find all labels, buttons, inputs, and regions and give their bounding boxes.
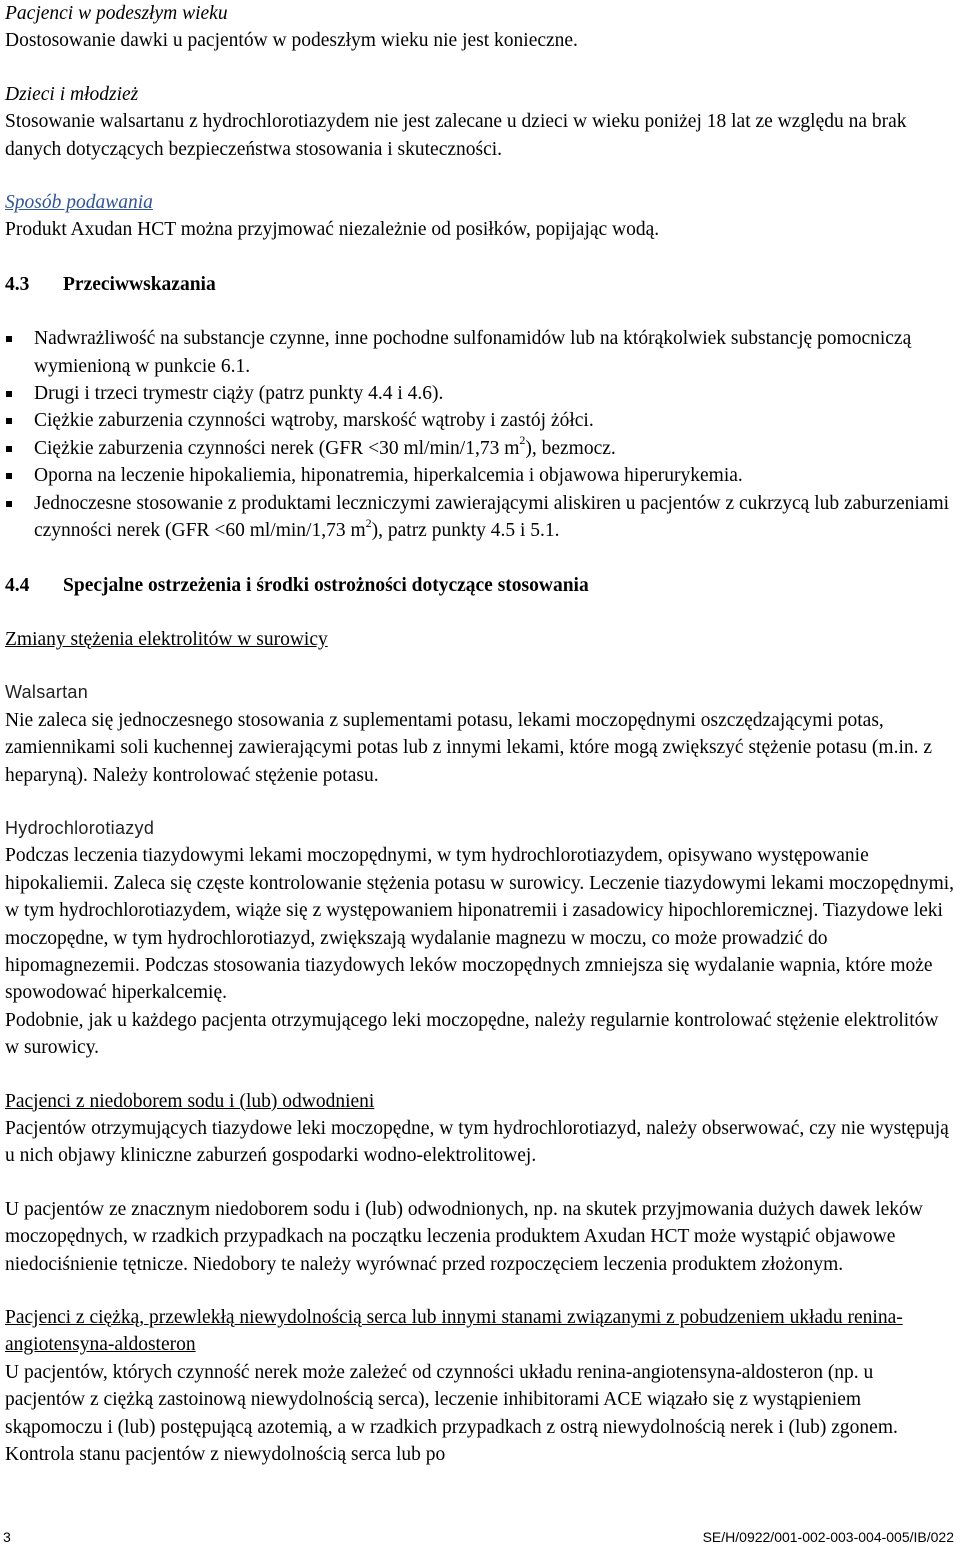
administration-text: Produkt Axudan HCT można przyjmować niezależnie od posiłków, popijając wodą. <box>5 219 660 241</box>
square-bullet-icon <box>6 336 12 342</box>
document-reference: SE/H/0922/001-002-003-004-005/IB/022 <box>702 1529 954 1545</box>
administration-heading: Sposób podawania <box>5 192 153 214</box>
section-43-heading <box>5 271 955 298</box>
hctz-text-2: Podobnie, jak u każdego pacjenta otrzymującego leki moczopędne, należy regularnie kontrolować stężenie elektrolitów w surowicy. <box>5 1009 939 1059</box>
section-number: 4.3 <box>5 273 30 295</box>
section-title: Specjalne ostrzeżenia i środki ostrożności dotyczące stosowania <box>63 574 589 596</box>
elderly-heading: Pacjenci w podeszłym wieku <box>5 3 228 24</box>
sodium-heading: Pacjenci z niedoborem sodu i (lub) odwodnieni <box>5 1090 375 1112</box>
elderly-text: Dostosowanie dawki u pacjentów w podeszłym wieku nie jest konieczne. <box>5 30 578 52</box>
children-heading: Dzieci i młodzież <box>5 83 139 105</box>
list-item: Drugi i trzeci trymestr ciąży (patrz punkty 4.4 i 4.6). <box>5 380 955 407</box>
contraindications-list <box>5 325 955 544</box>
list-item: Ciężkie zaburzenia czynności wątroby, marskość wątroby i zastój żółci. <box>5 407 955 434</box>
sodium-text-2: U pacjentów ze znacznym niedoborem sodu i (lub) odwodnionych, np. na skutek przyjmowania dużych dawek leków moczopędnych, w rzadkich przypadkach na początku leczenia produktem Axudan HCT może wystąpić objawowe niedociśnienie tętnicze. Niedobory te należy wyrównać przed rozpoczęciem leczenia produktem złożonym. <box>5 1198 923 1275</box>
page-number: 3 <box>3 1529 11 1545</box>
sodium-text: Pacjentów otrzymujących tiazydowe leki moczopędne, w tym hydrochlorotiazyd, należy obserwować, czy nie występują u nich objawy kliniczne zaburzeń gospodarki wodno-elektrolitowej. <box>5 1118 949 1167</box>
square-bullet-icon <box>6 473 12 479</box>
square-bullet-icon <box>6 501 12 507</box>
list-item: Jednoczesne stosowanie z produktami leczniczymi zawierającymi aliskiren u pacjentów z cukrzycą lub zaburzeniami czynności nerek (GFR <60 ml/min/1,73 $m^2$), patrz punkty 4.5 i 5.1. <box>5 490 955 545</box>
hctz-text: Podczas leczenia tiazydowymi lekami moczopędnymi, w tym hydrochlorotiazydem, opisywano występowanie hipokaliemii. Zaleca się częste kontrolowanie stężenia potasu w surowicy. Leczenie tiazydowymi lekami moczopędnymi, w tym hydrochlorotiazydem, wiąże się z występowaniem hiponatremii i zasadowicy hipochloremicznej. Tiazydowe leki moczopędne, w tym hydrochlorotiazyd, zwiększają wydalanie magnezu w moczu, co może prowadzić do hipomagnezemii. Podczas stosowania tiazydowych leków moczopędnych zmniejsza się wydalanie wapnia, które może spowodować hiperkalcemię. <box>5 845 955 1004</box>
walsartan-text: Nie zaleca się jednoczesnego stosowania z suplementami potasu, lekami moczopędnymi oszczędzającymi potas, zamiennikami soli kuchennej zawierającymi potas lub z innymi lekami, które mogą zwiększyć stężenie potasu (m.in. z heparyną). Należy kontrolować stężenie potasu. <box>5 709 933 786</box>
walsartan-heading: Walsartan <box>5 682 89 703</box>
section-title: Przeciwwskazania <box>63 273 216 295</box>
list-item: Ciężkie zaburzenia czynności nerek (GFR <30 ml/min/1,73 $m^2$), bezmocz. <box>5 435 955 462</box>
children-text: Stosowanie walsartanu z hydrochlorotiazydem nie jest zalecane u dzieci w wieku poniżej 18 lat ze względu na brak danych dotyczących bezpieczeństwa stosowania i skuteczności. <box>5 111 907 160</box>
heart-failure-heading: Pacjenci z ciężką, przewlekłą niewydolnością serca lub innymi stanami związanymi z pobudzeniem układu renina-angiotensyna-aldosteron <box>5 1307 903 1356</box>
heart-failure-text: U pacjentów, których czynność nerek może zależeć od czynności układu renina-angiotensyna-aldosteron (np. u pacjentów z ciężką zastoinową niewydolnością serca), leczenie inhibitorami ACE wiązało się z wystąpieniem skąpomoczu i (lub) postępującą azotemią, a w rzadkich przypadkach z ostrą niewydolnością nerek i (lub) zgonem. Kontrola stanu pacjentów z niewydolnością serca lub po <box>5 1361 898 1466</box>
list-item: Nadwrażliwość na substancje czynne, inne pochodne sulfonamidów lub na którąkolwiek substancję pomocniczą wymienioną w punkcie 6.1. <box>5 325 955 380</box>
list-item: Oporna na leczenie hipokaliemia, hiponatremia, hiperkalcemia i objawowa hiperurykemia. <box>5 462 955 489</box>
hctz-heading: Hydrochlorotiazyd <box>5 817 155 838</box>
section-number: 4.4 <box>5 574 30 596</box>
section-44-heading <box>5 572 955 599</box>
square-bullet-icon <box>6 446 12 452</box>
electrolytes-heading: Zmiany stężenia elektrolitów w surowicy <box>5 628 328 650</box>
square-bullet-icon <box>6 391 12 397</box>
document-page <box>5 0 955 1468</box>
page-footer <box>3 1524 954 1551</box>
square-bullet-icon <box>6 418 12 424</box>
